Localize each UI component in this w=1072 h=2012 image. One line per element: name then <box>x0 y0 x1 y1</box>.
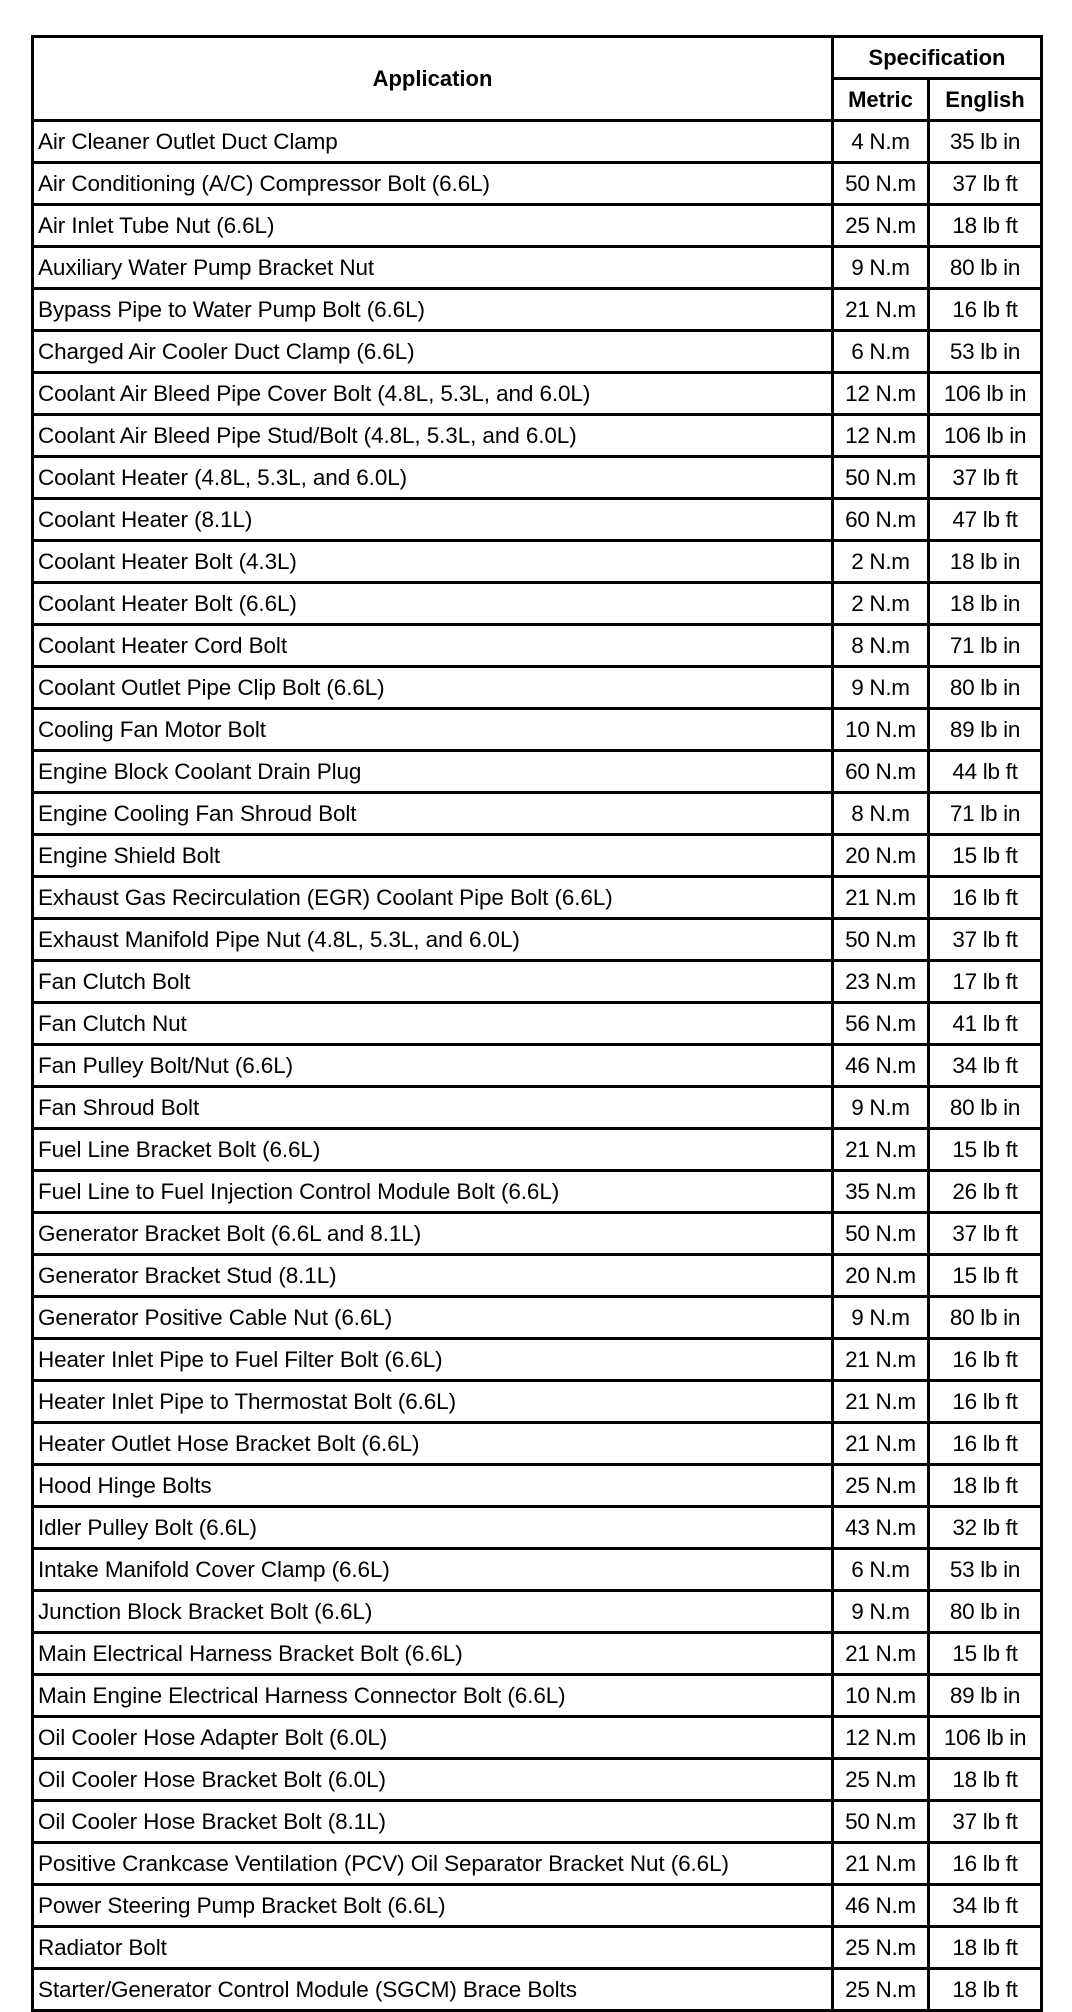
english-value-cell: 37 lb ft <box>929 1801 1042 1843</box>
english-value-cell: 16 lb ft <box>929 1339 1042 1381</box>
table-row <box>33 667 1042 709</box>
application-cell: Fan Clutch Nut <box>33 1003 833 1045</box>
metric-value-cell: 25 N.m <box>833 1759 929 1801</box>
english-value-cell: 80 lb in <box>929 1087 1042 1129</box>
metric-value-cell: 9 N.m <box>833 1591 929 1633</box>
metric-value-cell: 12 N.m <box>833 373 929 415</box>
application-cell: Coolant Heater (4.8L, 5.3L, and 6.0L) <box>33 457 833 499</box>
english-value-cell: 41 lb ft <box>929 1003 1042 1045</box>
english-value-cell: 16 lb ft <box>929 1843 1042 1885</box>
english-value-cell: 53 lb in <box>929 1549 1042 1591</box>
english-value-cell: 89 lb in <box>929 1675 1042 1717</box>
metric-value-cell: 12 N.m <box>833 415 929 457</box>
application-cell: Coolant Heater Bolt (4.3L) <box>33 541 833 583</box>
application-cell: Generator Bracket Stud (8.1L) <box>33 1255 833 1297</box>
metric-value-cell: 21 N.m <box>833 877 929 919</box>
table-row <box>33 793 1042 835</box>
english-value-cell: 106 lb in <box>929 373 1042 415</box>
english-value-cell: 37 lb ft <box>929 919 1042 961</box>
application-cell: Coolant Heater Cord Bolt <box>33 625 833 667</box>
english-value-cell: 16 lb ft <box>929 1423 1042 1465</box>
application-cell: Air Conditioning (A/C) Compressor Bolt (6.6L) <box>33 163 833 205</box>
application-cell: Generator Bracket Bolt (6.6L and 8.1L) <box>33 1213 833 1255</box>
torque-spec-table <box>31 35 1043 2012</box>
application-cell: Heater Inlet Pipe to Thermostat Bolt (6.6L) <box>33 1381 833 1423</box>
table-row <box>33 205 1042 247</box>
metric-value-cell: 4 N.m <box>833 121 929 163</box>
english-value-cell: 47 lb ft <box>929 499 1042 541</box>
table-row <box>33 835 1042 877</box>
table-row <box>33 1171 1042 1213</box>
table-row <box>33 415 1042 457</box>
metric-value-cell: 9 N.m <box>833 1087 929 1129</box>
table-row <box>33 1549 1042 1591</box>
table-row <box>33 1633 1042 1675</box>
application-cell: Generator Positive Cable Nut (6.6L) <box>33 1297 833 1339</box>
metric-value-cell: 25 N.m <box>833 1465 929 1507</box>
metric-value-cell: 8 N.m <box>833 625 929 667</box>
table-row <box>33 331 1042 373</box>
application-cell: Bypass Pipe to Water Pump Bolt (6.6L) <box>33 289 833 331</box>
table-row <box>33 1381 1042 1423</box>
english-value-cell: 18 lb ft <box>929 1759 1042 1801</box>
english-value-cell: 37 lb ft <box>929 163 1042 205</box>
english-value-cell: 80 lb in <box>929 667 1042 709</box>
header-application: Application <box>33 37 833 121</box>
table-row <box>33 1255 1042 1297</box>
english-value-cell: 32 lb ft <box>929 1507 1042 1549</box>
table-row <box>33 1759 1042 1801</box>
metric-value-cell: 25 N.m <box>833 205 929 247</box>
english-value-cell: 18 lb in <box>929 541 1042 583</box>
english-value-cell: 15 lb ft <box>929 1633 1042 1675</box>
english-value-cell: 18 lb ft <box>929 1465 1042 1507</box>
application-cell: Heater Outlet Hose Bracket Bolt (6.6L) <box>33 1423 833 1465</box>
application-cell: Hood Hinge Bolts <box>33 1465 833 1507</box>
application-cell: Cooling Fan Motor Bolt <box>33 709 833 751</box>
table-row <box>33 1003 1042 1045</box>
english-value-cell: 71 lb in <box>929 625 1042 667</box>
metric-value-cell: 10 N.m <box>833 1675 929 1717</box>
table-row <box>33 1423 1042 1465</box>
table-row <box>33 1465 1042 1507</box>
application-cell: Starter/Generator Control Module (SGCM) Brace Bolts <box>33 1969 833 2011</box>
metric-value-cell: 50 N.m <box>833 919 929 961</box>
metric-value-cell: 60 N.m <box>833 751 929 793</box>
metric-value-cell: 50 N.m <box>833 163 929 205</box>
metric-value-cell: 23 N.m <box>833 961 929 1003</box>
english-value-cell: 18 lb ft <box>929 1927 1042 1969</box>
application-cell: Oil Cooler Hose Adapter Bolt (6.0L) <box>33 1717 833 1759</box>
application-cell: Main Engine Electrical Harness Connector Bolt (6.6L) <box>33 1675 833 1717</box>
english-value-cell: 80 lb in <box>929 1297 1042 1339</box>
metric-value-cell: 20 N.m <box>833 1255 929 1297</box>
application-cell: Charged Air Cooler Duct Clamp (6.6L) <box>33 331 833 373</box>
header-row-top <box>33 37 1042 79</box>
application-cell: Coolant Heater Bolt (6.6L) <box>33 583 833 625</box>
table-row <box>33 1339 1042 1381</box>
metric-value-cell: 50 N.m <box>833 1801 929 1843</box>
table-row <box>33 919 1042 961</box>
application-cell: Positive Crankcase Ventilation (PCV) Oil Separator Bracket Nut (6.6L) <box>33 1843 833 1885</box>
metric-value-cell: 46 N.m <box>833 1885 929 1927</box>
metric-value-cell: 6 N.m <box>833 1549 929 1591</box>
english-value-cell: 18 lb ft <box>929 1969 1042 2011</box>
metric-value-cell: 56 N.m <box>833 1003 929 1045</box>
english-value-cell: 26 lb ft <box>929 1171 1042 1213</box>
metric-value-cell: 2 N.m <box>833 583 929 625</box>
metric-value-cell: 35 N.m <box>833 1171 929 1213</box>
table-row <box>33 877 1042 919</box>
application-cell: Engine Block Coolant Drain Plug <box>33 751 833 793</box>
english-value-cell: 44 lb ft <box>929 751 1042 793</box>
table-row <box>33 1885 1042 1927</box>
english-value-cell: 37 lb ft <box>929 457 1042 499</box>
table-row <box>33 1213 1042 1255</box>
application-cell: Fan Shroud Bolt <box>33 1087 833 1129</box>
header-english: English <box>929 79 1042 121</box>
table-row <box>33 1717 1042 1759</box>
english-value-cell: 37 lb ft <box>929 1213 1042 1255</box>
table-row <box>33 163 1042 205</box>
table-row <box>33 1927 1042 1969</box>
english-value-cell: 18 lb in <box>929 583 1042 625</box>
table-row <box>33 289 1042 331</box>
metric-value-cell: 25 N.m <box>833 1969 929 2011</box>
english-value-cell: 18 lb ft <box>929 205 1042 247</box>
english-value-cell: 15 lb ft <box>929 835 1042 877</box>
metric-value-cell: 43 N.m <box>833 1507 929 1549</box>
table-row <box>33 1045 1042 1087</box>
metric-value-cell: 8 N.m <box>833 793 929 835</box>
metric-value-cell: 21 N.m <box>833 1381 929 1423</box>
english-value-cell: 16 lb ft <box>929 289 1042 331</box>
table-header <box>33 37 1042 121</box>
application-cell: Fan Clutch Bolt <box>33 961 833 1003</box>
metric-value-cell: 9 N.m <box>833 667 929 709</box>
application-cell: Exhaust Gas Recirculation (EGR) Coolant Pipe Bolt (6.6L) <box>33 877 833 919</box>
metric-value-cell: 46 N.m <box>833 1045 929 1087</box>
application-cell: Coolant Outlet Pipe Clip Bolt (6.6L) <box>33 667 833 709</box>
table-row <box>33 499 1042 541</box>
application-cell: Engine Shield Bolt <box>33 835 833 877</box>
table-row <box>33 751 1042 793</box>
english-value-cell: 17 lb ft <box>929 961 1042 1003</box>
metric-value-cell: 9 N.m <box>833 1297 929 1339</box>
metric-value-cell: 12 N.m <box>833 1717 929 1759</box>
english-value-cell: 15 lb ft <box>929 1129 1042 1171</box>
table-body <box>33 121 1042 2011</box>
english-value-cell: 34 lb ft <box>929 1885 1042 1927</box>
application-cell: Auxiliary Water Pump Bracket Nut <box>33 247 833 289</box>
metric-value-cell: 2 N.m <box>833 541 929 583</box>
metric-value-cell: 50 N.m <box>833 457 929 499</box>
application-cell: Heater Inlet Pipe to Fuel Filter Bolt (6.6L) <box>33 1339 833 1381</box>
table-row <box>33 1675 1042 1717</box>
application-cell: Fuel Line Bracket Bolt (6.6L) <box>33 1129 833 1171</box>
table-row <box>33 583 1042 625</box>
metric-value-cell: 20 N.m <box>833 835 929 877</box>
table-row <box>33 1969 1042 2011</box>
english-value-cell: 35 lb in <box>929 121 1042 163</box>
table-row <box>33 961 1042 1003</box>
english-value-cell: 34 lb ft <box>929 1045 1042 1087</box>
english-value-cell: 53 lb in <box>929 331 1042 373</box>
english-value-cell: 89 lb in <box>929 709 1042 751</box>
metric-value-cell: 9 N.m <box>833 247 929 289</box>
metric-value-cell: 10 N.m <box>833 709 929 751</box>
metric-value-cell: 21 N.m <box>833 1633 929 1675</box>
english-value-cell: 15 lb ft <box>929 1255 1042 1297</box>
metric-value-cell: 50 N.m <box>833 1213 929 1255</box>
application-cell: Main Electrical Harness Bracket Bolt (6.6L) <box>33 1633 833 1675</box>
application-cell: Coolant Air Bleed Pipe Stud/Bolt (4.8L, 5.3L, and 6.0L) <box>33 415 833 457</box>
metric-value-cell: 6 N.m <box>833 331 929 373</box>
english-value-cell: 80 lb in <box>929 1591 1042 1633</box>
application-cell: Oil Cooler Hose Bracket Bolt (8.1L) <box>33 1801 833 1843</box>
application-cell: Fan Pulley Bolt/Nut (6.6L) <box>33 1045 833 1087</box>
table-row <box>33 373 1042 415</box>
application-cell: Coolant Heater (8.1L) <box>33 499 833 541</box>
header-specification: Specification <box>833 37 1042 79</box>
table-row <box>33 1843 1042 1885</box>
application-cell: Junction Block Bracket Bolt (6.6L) <box>33 1591 833 1633</box>
application-cell: Oil Cooler Hose Bracket Bolt (6.0L) <box>33 1759 833 1801</box>
metric-value-cell: 21 N.m <box>833 1129 929 1171</box>
metric-value-cell: 21 N.m <box>833 1339 929 1381</box>
table-row <box>33 1297 1042 1339</box>
english-value-cell: 106 lb in <box>929 415 1042 457</box>
table-row <box>33 541 1042 583</box>
table-row <box>33 1087 1042 1129</box>
table-row <box>33 1801 1042 1843</box>
english-value-cell: 16 lb ft <box>929 1381 1042 1423</box>
table-row <box>33 1507 1042 1549</box>
metric-value-cell: 60 N.m <box>833 499 929 541</box>
application-cell: Fuel Line to Fuel Injection Control Module Bolt (6.6L) <box>33 1171 833 1213</box>
english-value-cell: 106 lb in <box>929 1717 1042 1759</box>
metric-value-cell: 21 N.m <box>833 1843 929 1885</box>
table-row <box>33 457 1042 499</box>
table-row <box>33 625 1042 667</box>
table-row <box>33 121 1042 163</box>
metric-value-cell: 25 N.m <box>833 1927 929 1969</box>
table-row <box>33 1591 1042 1633</box>
application-cell: Air Cleaner Outlet Duct Clamp <box>33 121 833 163</box>
application-cell: Idler Pulley Bolt (6.6L) <box>33 1507 833 1549</box>
metric-value-cell: 21 N.m <box>833 289 929 331</box>
application-cell: Engine Cooling Fan Shroud Bolt <box>33 793 833 835</box>
english-value-cell: 80 lb in <box>929 247 1042 289</box>
application-cell: Exhaust Manifold Pipe Nut (4.8L, 5.3L, and 6.0L) <box>33 919 833 961</box>
english-value-cell: 16 lb ft <box>929 877 1042 919</box>
header-metric: Metric <box>833 79 929 121</box>
application-cell: Coolant Air Bleed Pipe Cover Bolt (4.8L, 5.3L, and 6.0L) <box>33 373 833 415</box>
english-value-cell: 71 lb in <box>929 793 1042 835</box>
application-cell: Power Steering Pump Bracket Bolt (6.6L) <box>33 1885 833 1927</box>
application-cell: Intake Manifold Cover Clamp (6.6L) <box>33 1549 833 1591</box>
application-cell: Air Inlet Tube Nut (6.6L) <box>33 205 833 247</box>
table-row <box>33 709 1042 751</box>
table-row <box>33 247 1042 289</box>
metric-value-cell: 21 N.m <box>833 1423 929 1465</box>
table-row <box>33 1129 1042 1171</box>
application-cell: Radiator Bolt <box>33 1927 833 1969</box>
